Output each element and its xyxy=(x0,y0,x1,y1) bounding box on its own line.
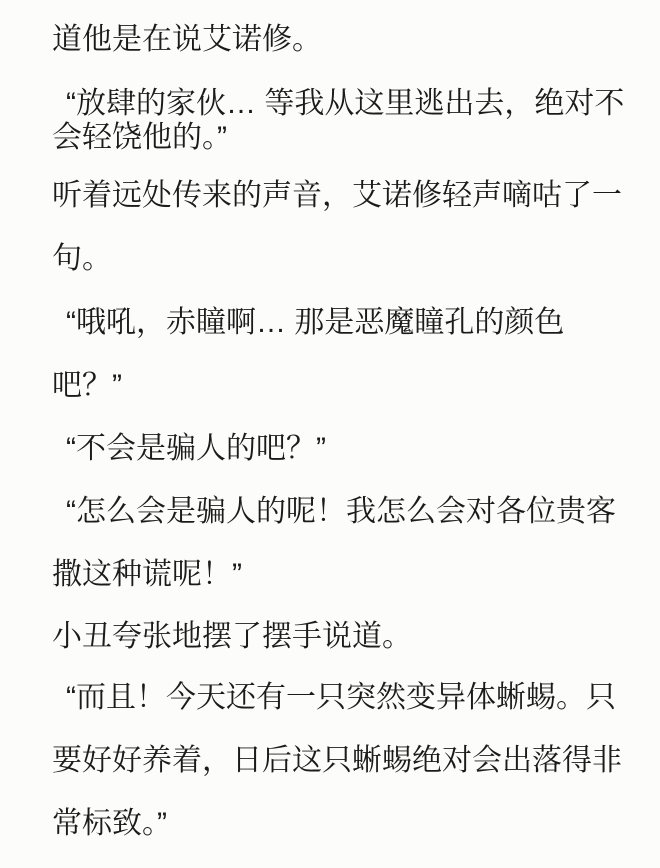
text-line: “不会是骗人的吧？” xyxy=(66,432,326,465)
text-line: 道他是在说艾诺修。 xyxy=(52,23,322,56)
text-line: 要好好养着，日后这只蜥蜴绝对会出落得非 xyxy=(52,744,622,777)
text-line: 小丑夸张地摆了摆手说道。 xyxy=(52,620,412,653)
paragraph-narration xyxy=(52,608,630,666)
paragraph-narration xyxy=(52,164,630,290)
paragraph-narration xyxy=(52,8,630,71)
text-line: 撒这种谎呢！” xyxy=(52,558,242,591)
text-line: 常标致。” xyxy=(52,807,167,840)
paragraph-dialogue xyxy=(52,480,630,606)
text-line: “而且！今天还有一只突然变异体蜥蜴。只 xyxy=(66,681,616,714)
paragraph-dialogue xyxy=(52,87,630,155)
text-line: 听着远处传来的声音，艾诺修轻声嘀咕了一 xyxy=(52,179,622,212)
text-line: “哦吼，赤瞳啊… 那是恶魔瞳孔的颜色 xyxy=(66,306,565,339)
text-line: “放肆的家伙… 等我从这里逃出去，绝对不 xyxy=(66,87,625,120)
text-line: 吧？” xyxy=(52,369,122,402)
text-line: “怎么会是骗人的呢！我怎么会对各位贵客 xyxy=(66,495,616,528)
text-line: 会轻饶他的。” xyxy=(52,121,227,154)
paragraph-dialogue xyxy=(52,291,630,417)
paragraph-dialogue xyxy=(52,417,630,480)
paragraph-dialogue xyxy=(52,666,630,855)
text-line: 句。 xyxy=(52,242,112,275)
